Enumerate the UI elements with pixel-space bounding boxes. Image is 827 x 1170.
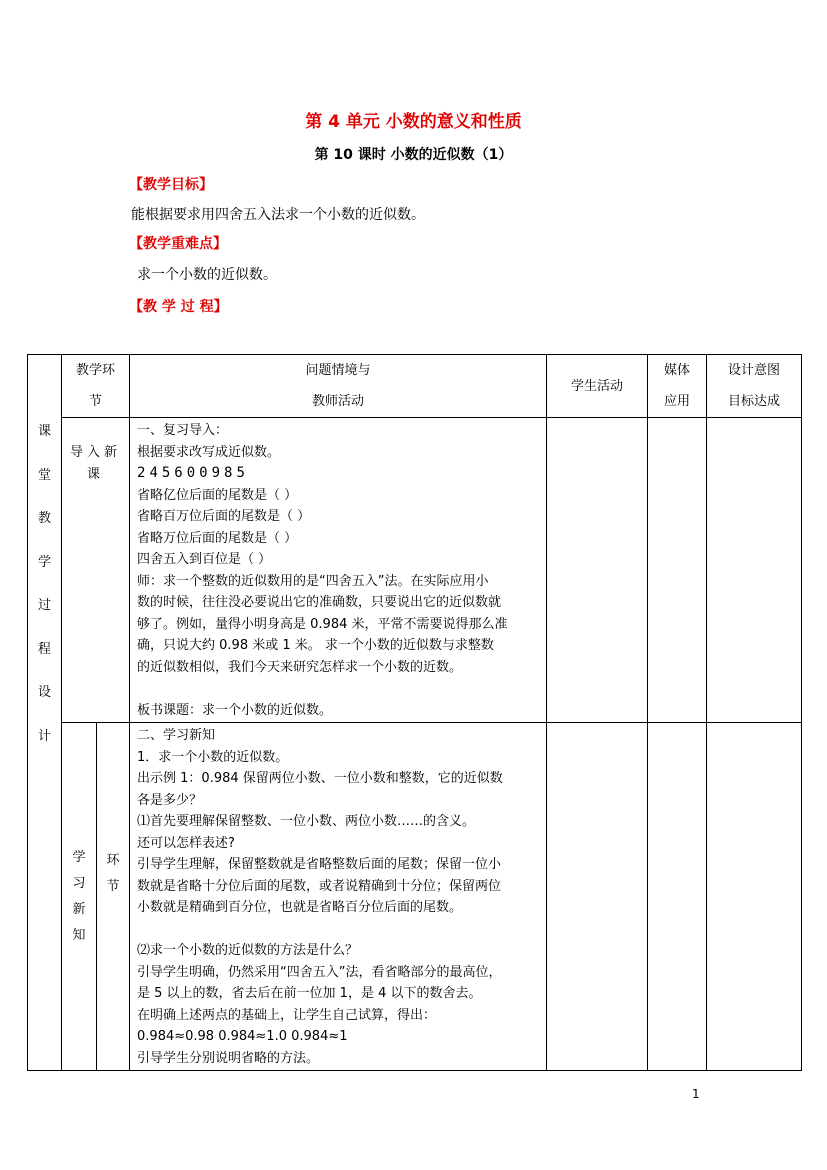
header-activity: 问题情境与 教师活动 [130,355,547,418]
stage-new-knowledge: 学 习 新 知 [62,723,97,1071]
table-header-row [28,355,802,418]
objectives-text: 能根据要求用四舍五入法求一个小数的近似数。 [131,207,425,223]
process-heading: 【教 学 过 程】 [129,299,228,315]
design-intro [707,418,802,723]
side-label-char: 过 [37,598,51,613]
media-intro [648,418,707,723]
activity-intro: 一、复习导入： 根据要求改写成近似数。 245600985 省略亿位后面的尾数是（ ） 省略百万位后面的尾数是（ ） 省略万位后面的尾数是（ ） 四舍五入到百位是（ ） 师：求一个整数的近似数用的是“四舍五入”法。在实际应用小 数的时候，往往没必要说出它的准确数，只要说出它的近似数就 够了。例如，量得小明身高是 0.984 米，平常不需要说得那么准 确，只说大约 0.98 米或 1 米。 求一个小数的近似数与求整数 的近似数相似，我们今天来研究怎样求一个小数的近数。 板书课题：求一个小数的近似数。 [130,418,547,723]
stage-intro: 导入新课 [62,418,130,723]
student-activity-new [547,723,648,1071]
side-label-char: 程 [37,641,51,657]
lesson-subtitle: 第 10 课时 小数的近似数（1） [314,147,513,163]
header-student: 学生活动 [547,355,648,418]
objectives-heading: 【教学目标】 [129,177,213,193]
student-activity-intro [547,418,648,723]
table-row [28,723,802,1071]
activity-new-knowledge: 二、学习新知 1．求一个小数的近似数。 出示例 1：0.984 保留两位小数、一位小数和整数，它的近似数 各是多少？ ⑴首先要理解保留整数、一位小数、两位小数……的含义。 还可以怎样表述? 引导学生理解，保留整数就是省略整数后面的尾数；保留一位小 数就是省略十分位后面的尾数，或者说精确到十分位；保留两位 小数就是精确到百分位，也就是省略百分位后面的尾数。 ⑵求一个小数的近似数的方法是什么？ 引导学生明确，仍然采用“四舍五入”法，看省略部分的最高位， 是 5 以上的数，省去后在前一位加 1，是 4 以下的数舍去。 在明确上述两点的基础上，让学生自己试算，得出： 0.984≈0.98 0.984≈1.0 0.984≈1 引导学生分别说明省略的方法。 [130,723,547,1071]
side-label-char: 计 [37,728,51,744]
header-stage: 教学环 节 [62,355,130,418]
header-media: 媒体 应用 [648,355,707,418]
unit-title: 第 4 单元 小数的意义和性质 [305,112,522,132]
side-label-cell [28,355,62,1071]
media-new [648,723,707,1071]
side-label-char: 设 [37,685,51,700]
side-label-char: 教 [37,511,51,526]
key-points-text: 求一个小数的近似数。 [137,267,277,283]
key-points-heading: 【教学重难点】 [129,236,227,252]
lesson-process-table [27,354,802,1071]
stage-sub-label: 环 节 [97,723,130,1071]
side-label-char: 堂 [37,467,51,483]
side-label-char: 课 [37,424,51,439]
design-new [707,723,802,1071]
side-label-char: 学 [37,554,51,570]
table-row [28,418,802,723]
page-number: 1 [692,1087,700,1101]
header-design: 设计意图 目标达成 [707,355,802,418]
